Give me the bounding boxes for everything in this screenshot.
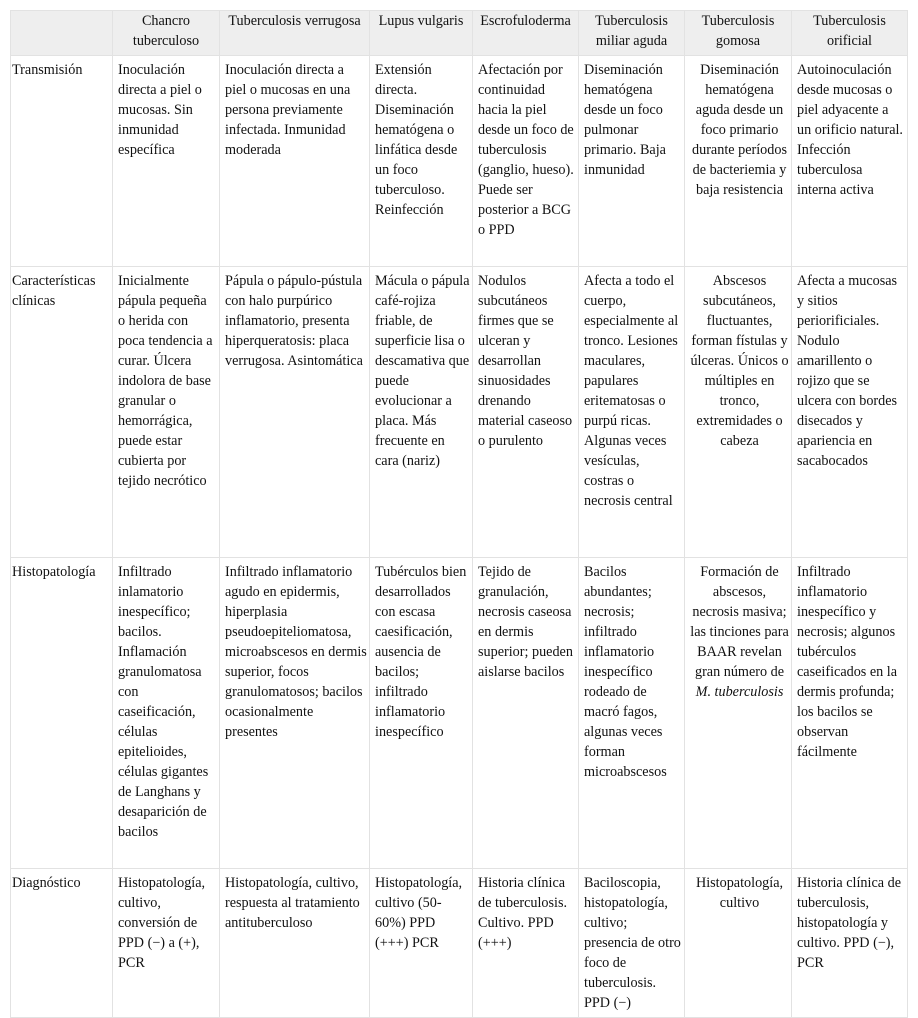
tuberculosis-comparison-table [10, 10, 908, 1018]
table-cell: Histopatología, cultivo, respuesta al tratamiento antituberculoso [220, 869, 370, 1018]
table-cell [685, 558, 792, 869]
table-cell: Inoculación directa a piel o mucosas. Sin inmunidad específica [113, 56, 220, 267]
table-cell: Inoculación directa a piel o mucosas en una persona previamente infectada. Inmunidad moderada [220, 56, 370, 267]
table-cell: Histopatología, cultivo [685, 869, 792, 1018]
species-name: M. tuberculosis [695, 684, 784, 700]
column-header-chancro: Chancro tuberculoso [113, 11, 220, 56]
table-cell: Afectación por continuidad hacia la piel desde un foco de tuberculosis (ganglio, hueso). Puede ser posterior a BCG o PPD [473, 56, 579, 267]
table-cell: Extensión directa. Diseminación hematógena o linfática desde un foco tuberculoso. Reinfección [370, 56, 473, 267]
table-cell: Pápula o pápulo-pústula con halo purpúrico inflamatorio, presenta hiperqueratosis: placa verrugosa. Asintomática [220, 267, 370, 558]
column-header-miliar: Tuberculosis miliar aguda [579, 11, 685, 56]
table-cell: Inicialmente pápula pequeña o herida con poca tendencia a curar. Úlcera indolora de base granular o hemorrágica, puede estar cubierta por tejido necrótico [113, 267, 220, 558]
column-header-escrofuloderma: Escrofuloderma [473, 11, 579, 56]
table-cell: Abscesos subcutáneos, fluctuantes, forman fístulas y úlceras. Únicos o múltiples en tronco, extremidades o cabeza [685, 267, 792, 558]
row-header: Transmisión [11, 56, 113, 267]
row-header: Diagnóstico [11, 869, 113, 1018]
table-cell: Infiltrado inlamatorio inespecífico; bacilos. Inflamación granulomatosa con caseificación, células epitelioides, células gigantes de Langhans y desaparición de bacilos [113, 558, 220, 869]
column-header-orificial: Tuberculosis orificial [792, 11, 908, 56]
table-row-transmision [11, 56, 908, 267]
table-cell: Historia clínica de tuberculosis. Cultivo. PPD (+++) [473, 869, 579, 1018]
table-cell: Afecta a todo el cuerpo, especialmente al tronco. Lesiones maculares, papulares eritematosas o purpú ricas. Algunas veces vesículas, costras o necrosis central [579, 267, 685, 558]
table-cell: Tubérculos bien desarrollados con escasa caesificación, ausencia de bacilos; infiltrado inflamatorio inespecífico [370, 558, 473, 869]
table-row-caracteristicas [11, 267, 908, 558]
table-row-diagnostico [11, 869, 908, 1018]
table-cell: Tejido de granulación, necrosis caseosa en dermis superior; pueden aislarse bacilos [473, 558, 579, 869]
table-cell: Diseminación hematógena aguda desde un foco primario durante períodos de bacteriemia y baja resistencia [685, 56, 792, 267]
table-cell: Bacilos abundantes; necrosis; infiltrado inflamatorio inespecífico rodeado de macró fagos, algunas veces forman microabscesos [579, 558, 685, 869]
table-row-histopatologia [11, 558, 908, 869]
column-header-gomosa: Tuberculosis gomosa [685, 11, 792, 56]
table-cell: Mácula o pápula café-rojiza friable, de superficie lisa o descamativa que puede evolucionar a placa. Más frecuente en cara (nariz) [370, 267, 473, 558]
column-header-verrugosa: Tuberculosis verrugosa [220, 11, 370, 56]
table-cell: Histopatología, cultivo, conversión de PPD (−) a (+), PCR [113, 869, 220, 1018]
table-cell: Autoinoculación desde mucosas o piel adyacente a un orificio natural. Infección tuberculosa interna activa [792, 56, 908, 267]
table-cell: Afecta a mucosas y sitios periorificiales. Nodulo amarillento o rojizo que se ulcera con bordes disecados y apariencia en sacabocados [792, 267, 908, 558]
table-cell: Nodulos subcutáneos firmes que se ulceran y desarrollan sinuosidades drenando material caseoso o purulento [473, 267, 579, 558]
column-header-lupus: Lupus vulgaris [370, 11, 473, 56]
corner-header [11, 11, 113, 56]
table-cell: Infiltrado inflamatorio inespecífico y necrosis; algunos tubérculos caseificados en la dermis profunda; los bacilos se observan fácilmente [792, 558, 908, 869]
cell-text: Formación de abscesos, necrosis masiva; las tinciones para BAAR revelan gran número de [690, 564, 789, 680]
table-cell: Histopatología, cultivo (50-60%) PPD (+++) PCR [370, 869, 473, 1018]
table-cell: Baciloscopia, histopatología, cultivo; presencia de otro foco de tuberculosis. PPD (−) [579, 869, 685, 1018]
header-row [11, 11, 908, 56]
table-cell: Diseminación hematógena desde un foco pulmonar primario. Baja inmunidad [579, 56, 685, 267]
row-header: Histopatología [11, 558, 113, 869]
table-cell: Historia clínica de tuberculosis, histopatología y cultivo. PPD (−), PCR [792, 869, 908, 1018]
table-cell: Infiltrado inflamatorio agudo en epidermis, hiperplasia pseudoepiteliomatosa, microabscesos en dermis superior, focos granulomatosos; bacilos ocasionalmente presentes [220, 558, 370, 869]
row-header: Características clínicas [11, 267, 113, 558]
